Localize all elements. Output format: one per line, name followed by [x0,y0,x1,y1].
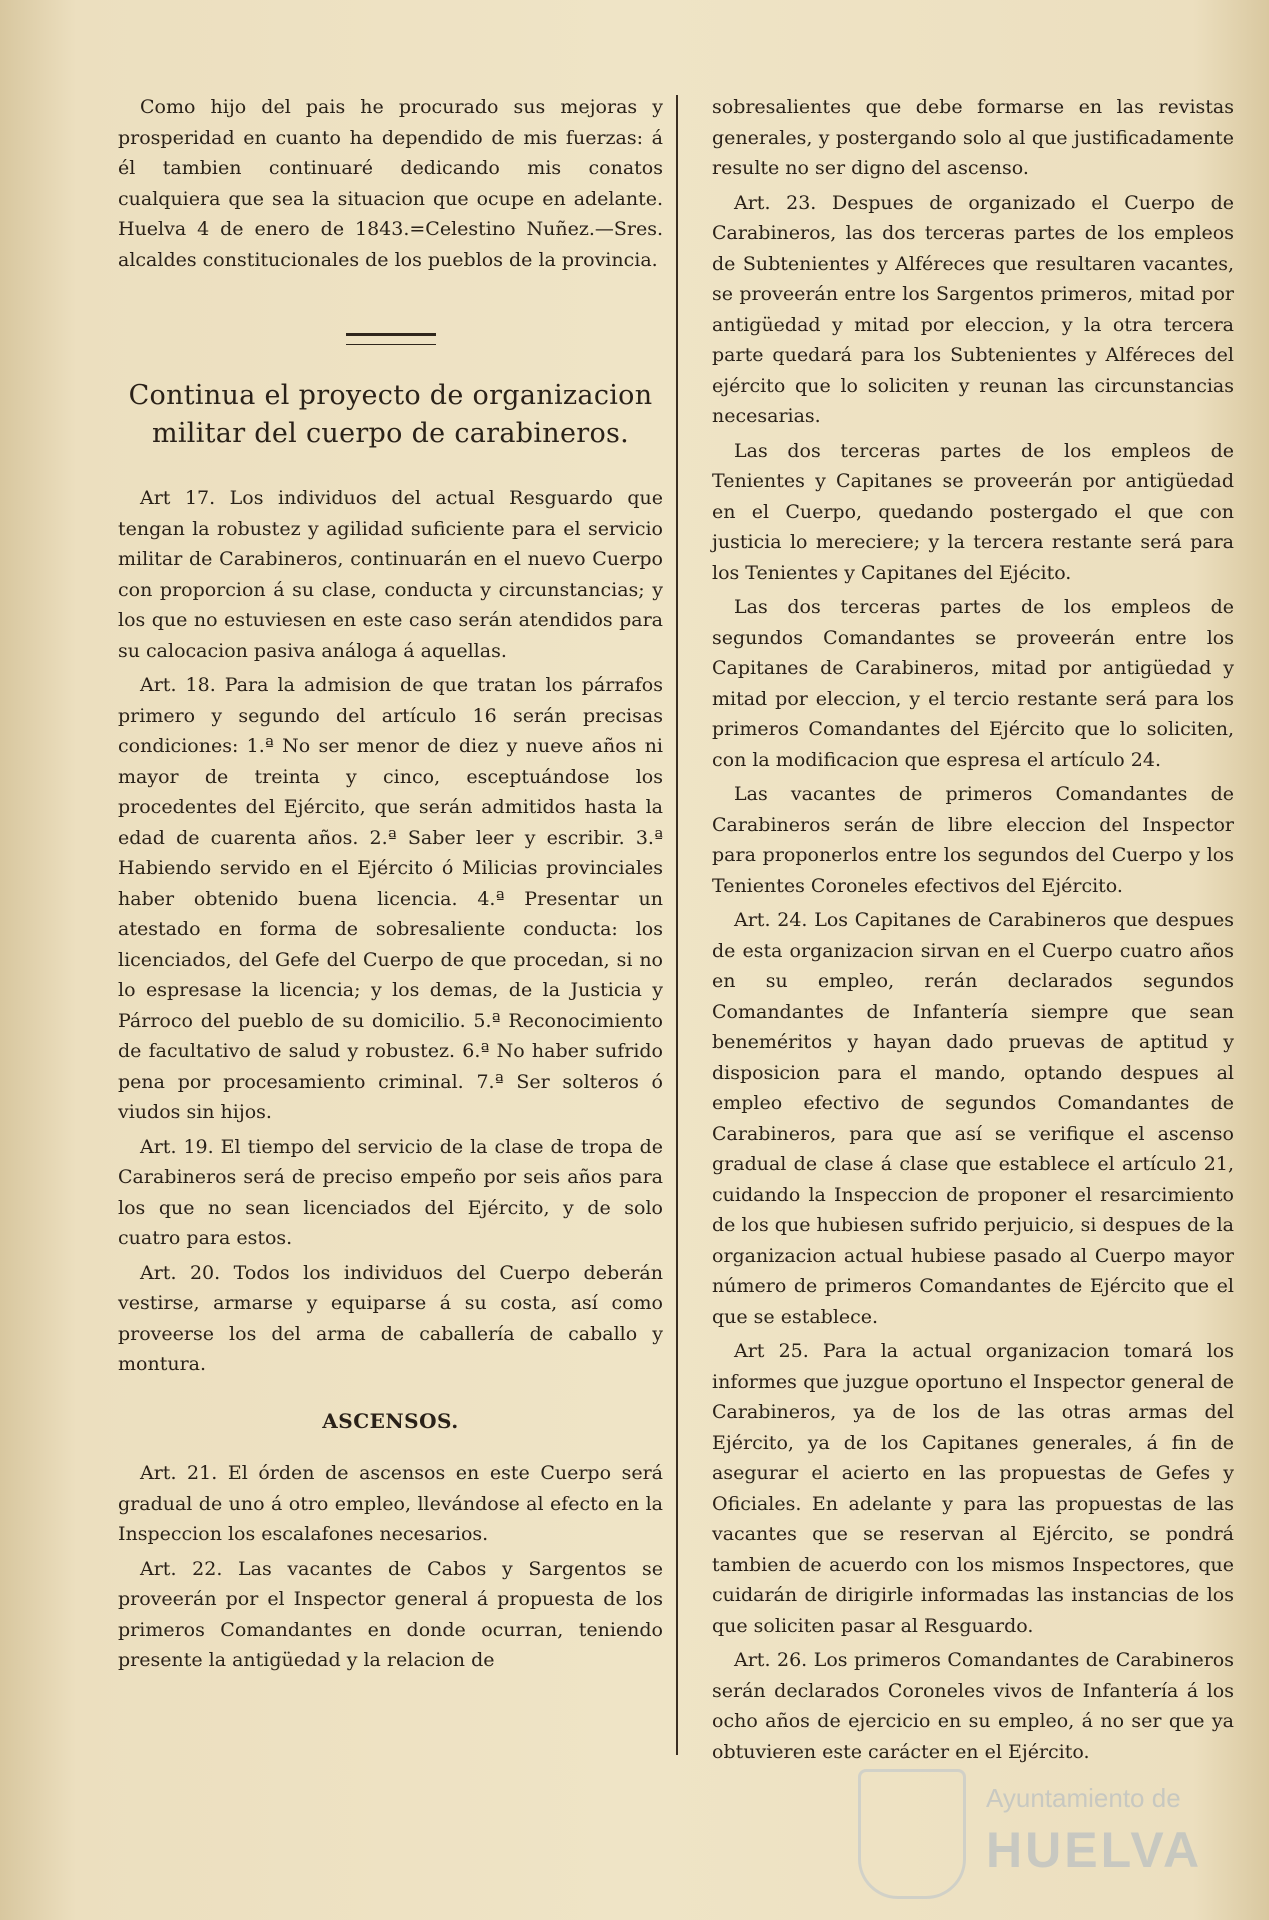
article-23: Art. 23. Despues de organizado el Cuerpo de Carabineros, las dos terceras partes de los empleos de Subtenientes y Alféreces que resultaren vacantes, se proveerán entre los Sargentos primeros, mitad por antigüedad y mitad por eleccion, y la otra tercera parte quedará para los Subtenientes y Alféreces del ejército que lo soliciten y reunan las circunstancias necesarias. [712,191,1234,427]
article-18: Art. 18. Para la admision de que tratan los párrafos primero y segundo del artículo 16 serán precisas condiciones: 1.ª No ser menor de diez y nueve años ni mayor de treinta y cinco, esceptuándose los procedentes del Ejército, que serán admitidos hasta la edad de cuarenta años. 2.ª Saber leer y escribir. 3.ª Habiendo servido en el Ejército ó Milicias provinciales haber obtenido buena licencia. 4.ª Presentar un atestado en forma de sobresaliente conducta: los licenciados, del Gefe del Cuerpo de que procedan, si no lo espresase la licencia; y los demas, de la Justicia y Párroco del pueblo de su domicilio. 5.ª Reconocimiento de facultativo de salud y robustez. 6.ª No haber sufrido pena por procesamiento criminal. 7.ª Ser solteros ó viudos sin hijos. [118,674,663,1123]
article-23-primeros: Las vacantes de primeros Comandantes de Carabineros serán de libre eleccion del Inspector para proponerlos entre los segundos del Cuerpo y los Tenientes Coroneles efectivos del Ejército. [712,783,1234,897]
article-21: Art. 21. El órden de ascensos en este Cuerpo será gradual de uno á otro empleo, llevándose al efecto en la Inspeccion los escalafones necesarios. [118,1462,663,1545]
article-23-comandantes: Las dos terceras partes de los empleos de segundos Comandantes se proveerán entre los Capitanes de Carabineros, mitad por antigüedad y mitad por eleccion, y el tercio restante será para los primeros Comandantes del Ejército que lo soliciten, con la modificacion que espresa el artículo 24. [712,596,1234,771]
article-25: Art 25. Para la actual organizacion tomará los informes que juzgue oportuno el Inspector general de Carabineros, ya de los de las otras armas del Ejército, ya de los Capitanes generales, á fin de asegurar el acierto en las propuestas de Gefes y Oficiales. En adelante y para las propuestas de las vacantes que se reservan al Ejército, se pondrá tambien de acuerdo con los mismos Inspectores, que cuidarán de dirigirle informadas las instancias de los que soliciten pasar al Resguardo. [712,1340,1234,1637]
coat-of-arms-icon [858,1769,966,1899]
watermark-line1: Ayuntamiento de [986,1783,1181,1813]
article-19: Art. 19. El tiempo del servicio de la clase de tropa de Carabineros será de preciso empeño por seis años para los que no sean licenciados del Ejército, y de solo cuatro para estos. [118,1135,663,1249]
watermark-line2: HUELVA [986,1822,1203,1878]
article-26: Art. 26. Los primeros Comandantes de Carabineros serán declarados Coroneles vivos de Infantería á los ocho años de ejercicio en su empleo, á no ser que ya obtuvieren este carácter en el Ejército. [712,1649,1234,1763]
right-column [712,92,1234,1771]
intro-paragraph: Como hijo del pais he procurado sus mejoras y prosperidad en cuanto ha dependido de mis fuerzas: á él tambien continuaré dedicando mis conatos cualquiera que sea la situacion que ocupe en adelante. Huelva 4 de enero de 1843.=Celestino Nuñez.—Sres. alcaldes constitucionales de los pueblos de la provincia. [118,96,663,271]
column-divider [676,95,678,1755]
archive-watermark [858,1765,1218,1905]
article-23-tenientes: Las dos terceras partes de los empleos de Tenientes y Capitanes se proveerán por antigüedad en el Cuerpo, quedando postergado el que con justicia lo mereciere; y la tercera restante será para los Tenientes y Capitanes del Ejécito. [712,439,1234,584]
left-column [118,92,663,1680]
article-heading: Continua el proyecto de organizacion militar del cuerpo de carabineros. [128,380,653,449]
article-20: Art. 20. Todos los individuos del Cuerpo deberán vestirse, armarse y equiparse á su costa, así como proveerse los del arma de caballería de caballo y montura. [118,1261,663,1375]
article-22-continued: sobresalientes que debe formarse en las revistas generales, y postergando solo al que justificadamente resulte no ser digno del ascenso. [712,96,1234,179]
article-17: Art 17. Los individuos del actual Resguardo que tengan la robustez y agilidad suficiente para el servicio militar de Carabineros, continuarán en el nuevo Cuerpo con proporcion á su clase, conducta y circunstancias; y los que no estuviesen en este caso serán atendidos para su calocacion pasiva análoga á aquellas. [118,487,663,662]
ornament-divider [346,333,436,345]
section-title-ascensos: ASCENSOS. [322,1408,459,1433]
article-24: Art. 24. Los Capitanes de Carabineros que despues de esta organizacion sirvan en el Cuerpo cuatro años en su empleo, rerán declarados segundos Comandantes de Infantería siempre que sean beneméritos y hayan dado pruevas de aptitud y disposicion para el mando, optando despues al empleo efectivo de segundos Comandantes de Carabineros, para que así se verifique el ascenso gradual de clase á clase que establece el artículo 21, cuidando la Inspeccion de proponer el resarcimiento de los que hubiesen sufrido perjuicio, si despues de la organizacion actual hubiese pasado al Cuerpo mayor número de primeros Comandantes de Ejército que el que se establece. [712,909,1234,1328]
article-22: Art. 22. Las vacantes de Cabos y Sargentos se proveerán por el Inspector general á propuesta de los primeros Comandantes en donde ocurran, teniendo presente la antigüedad y la relacion de [118,1557,663,1671]
